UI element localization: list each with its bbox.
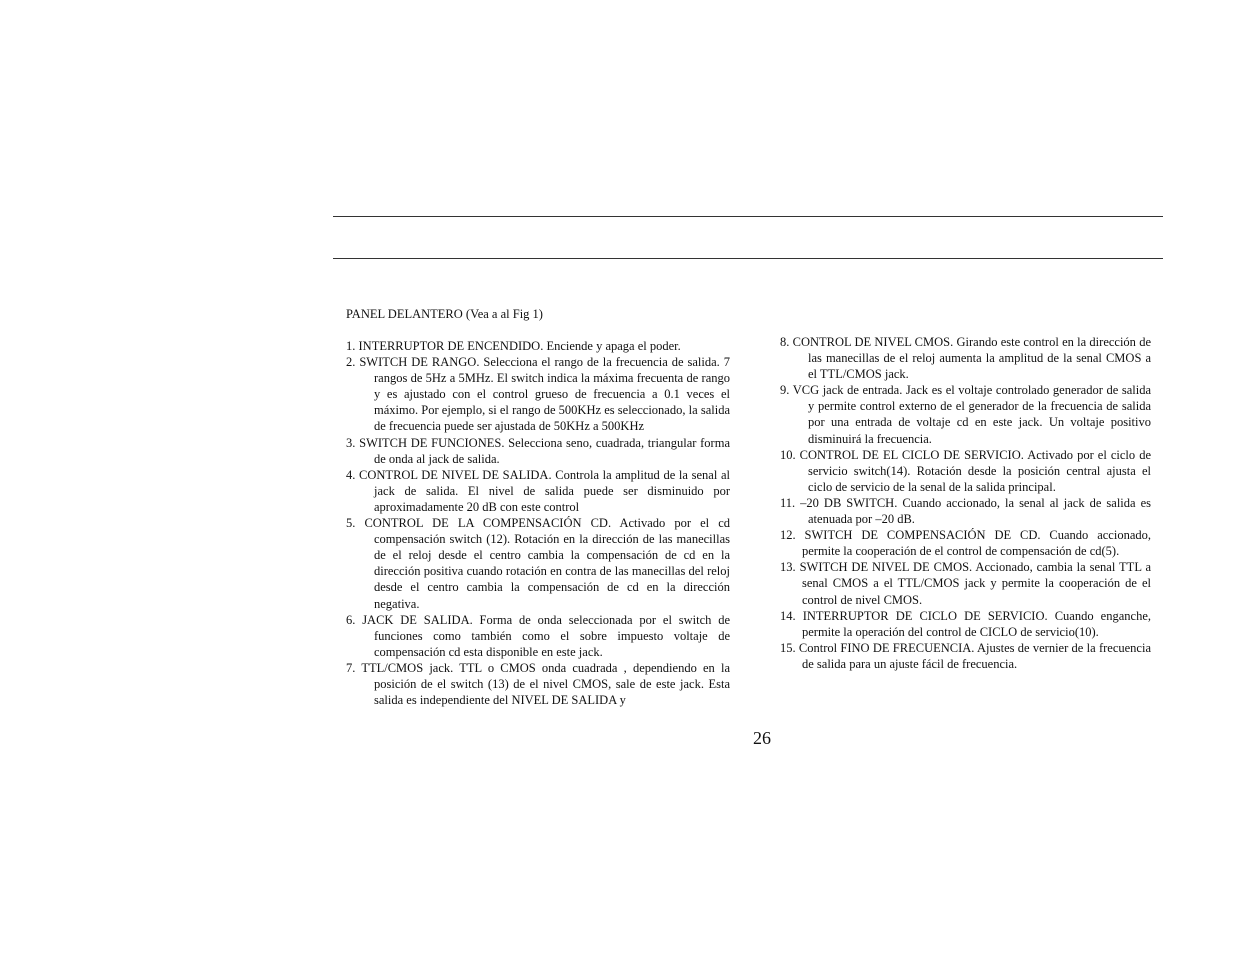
list-item: 6. JACK DE SALIDA. Forma de onda seleccionada por el switch de funciones como también como el sobre impuesto voltaje de compensación cd esta disponible en este jack. <box>346 612 730 659</box>
header-rule-top <box>333 216 1163 217</box>
list-item: 15. Control FINO DE FRECUENCIA. Ajustes de vernier de la frecuencia de salida para un ajuste fácil de frecuencia. <box>780 640 1151 671</box>
left-column <box>346 338 730 708</box>
list-item: 9. VCG jack de entrada. Jack es el voltaje controlado generador de salida y permite control externo de el generador de la frecuencia de salida por una entrada de voltaje cd en este jack. Un voltaje positivo disminuirá la frecuencia. <box>780 383 1151 446</box>
list-item: 8. CONTROL DE NIVEL CMOS. Girando este control en la dirección de las manecillas de el reloj aumenta la amplitud de la senal CMOS a el TTL/CMOS jack. <box>780 335 1151 382</box>
list-item: 14. INTERRUPTOR DE CICLO DE SERVICIO. Cuando enganche, permite la operación del control de CICLO de servicio(10). <box>780 608 1151 639</box>
list-item: 2. SWITCH DE RANGO. Selecciona el rango de la frecuencia de salida. 7 rangos de 5Hz a 5MHz. El switch indica la máxima frecuenta de rango y es ajustado con el control grueso de frecuencia a 0.1 veces el máximo. Por ejemplo, si el rango de 500KHz es seleccionado, la salida de frecuencia puede ser ajustada de 50KHz a 500KHz <box>346 355 730 434</box>
header-rule-bottom <box>333 258 1163 259</box>
list-item: 13. SWITCH DE NIVEL DE CMOS. Accionado, cambia la senal TTL a senal CMOS a el TTL/CMOS jack y permite la cooperación de el control de nivel CMOS. <box>780 560 1151 607</box>
list-item: 11. –20 DB SWITCH. Cuando accionado, la senal al jack de salida es atenuada por –20 dB. <box>780 495 1151 527</box>
page-number: 26 <box>753 728 771 748</box>
right-column <box>780 334 1151 672</box>
list-item: 1. INTERRUPTOR DE ENCENDIDO. Enciende y apaga el poder. <box>346 339 681 353</box>
list-item: 7. TTL/CMOS jack. TTL o CMOS onda cuadrada , dependiendo en la posición de el switch (13) de el nivel CMOS, sale de este jack. Esta salida es independiente del NIVEL DE SALIDA y <box>346 660 730 708</box>
list-item: 4. CONTROL DE NIVEL DE SALIDA. Controla la amplitud de la senal al jack de salida. El nivel de salida puede ser disminuido por aproximadamente 20 dB con este control <box>346 467 730 514</box>
list-item: 10. CONTROL DE EL CICLO DE SERVICIO. Activado por el ciclo de servicio switch(14). Rotación desde la posición central ajusta el ciclo de servicio de la senal de la salida principal. <box>780 447 1151 494</box>
section-heading: PANEL DELANTERO (Vea a al Fig 1) <box>346 307 543 321</box>
list-item: 5. CONTROL DE LA COMPENSACIÓN CD. Activado por el cd compensación switch (12). Rotación en la dirección de las manecillas de el reloj desde el centro cambia la compensación de cd en la dirección positiva cuando rotación en contra de las manecillas del reloj desde el centro cambia la compensación de cd en la dirección negativa. <box>346 516 730 611</box>
list-item: 12. SWITCH DE COMPENSACIÓN DE CD. Cuando accionado, permite la cooperación de el control de compensación de cd(5). <box>780 528 1151 559</box>
list-item: 3. SWITCH DE FUNCIONES. Selecciona seno, cuadrada, triangular forma de onda al jack de salida. <box>346 435 730 466</box>
